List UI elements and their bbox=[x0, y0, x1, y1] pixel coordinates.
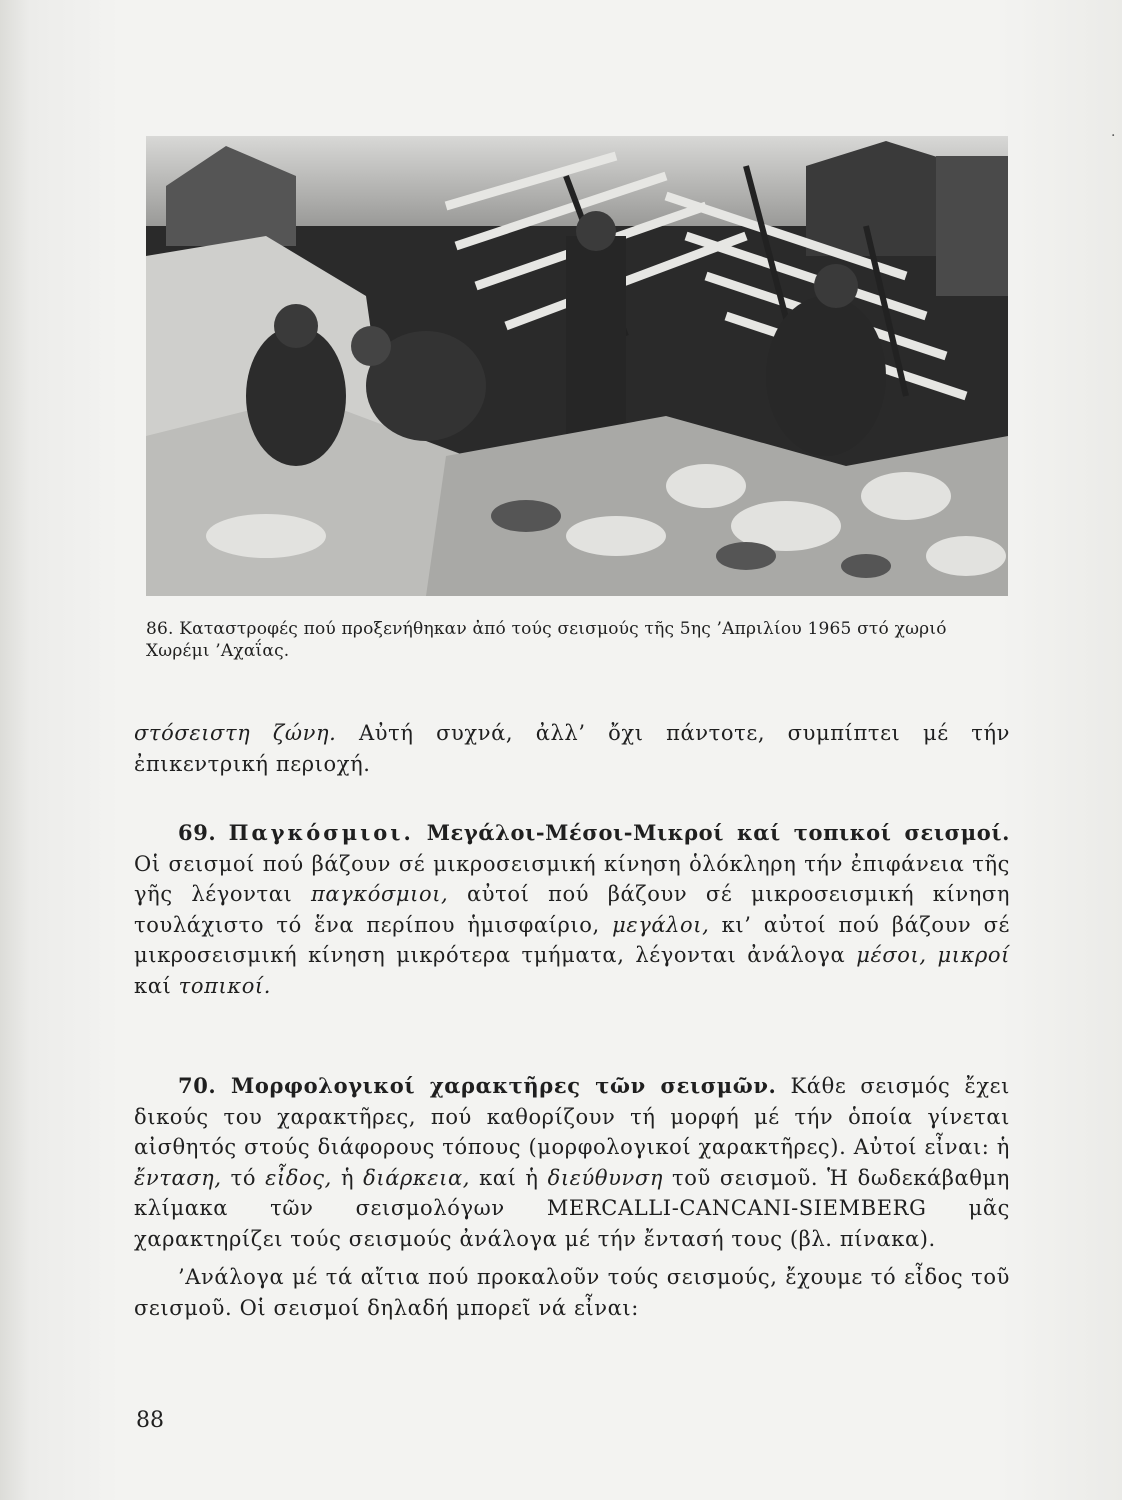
section-70-text-4: καί ἡ bbox=[470, 1165, 548, 1190]
term-eidos: εἶδος, bbox=[265, 1165, 332, 1190]
section-69-text-1: Οἱ σεισμοί πού βάζουν σέ μικροσεισμική κίνηση ὁλόκληρη τήν ἐπιφάνεια τῆς γῆς λέγονται bbox=[134, 851, 1010, 906]
term-megaloi: μεγάλοι, bbox=[612, 912, 710, 937]
section-70-text-1: Κάθε σεισμός ἔχει δικούς του χαρακτῆρες, πού καθορίζουν τή μορφή μέ τήν ὁποία γίνεται αἰσθητός στούς διάφορους τόπους (μορφολογικοί χαρακτῆρες). Αὐτοί εἶναι: ἡ bbox=[134, 1074, 1010, 1159]
section-69-number: 69. bbox=[178, 820, 217, 845]
section-70 bbox=[134, 1071, 1010, 1323]
section-70-text-3: ἡ bbox=[331, 1165, 364, 1190]
term-diarkeia: διάρκεια, bbox=[363, 1165, 471, 1190]
margin-mark: · bbox=[1111, 128, 1116, 144]
earthquake-photo bbox=[146, 136, 1008, 596]
page-number: 88 bbox=[136, 1408, 164, 1433]
section-69-text-4: καί bbox=[134, 973, 179, 998]
intro-italic: στόσειστη ζώνη. bbox=[134, 721, 337, 745]
section-70-text-2: τό bbox=[221, 1165, 266, 1190]
section-70-heading: 70. Μορφολογικοί χαρακτῆρες τῶν σεισμῶν. bbox=[178, 1073, 777, 1098]
intro-paragraph bbox=[134, 718, 1010, 779]
term-entasi: ἔνταση, bbox=[134, 1165, 222, 1190]
term-pankosmioi: παγκόσμιοι, bbox=[311, 882, 449, 906]
term-mesoi-mikroi: μέσοι, μικροί bbox=[856, 943, 1011, 967]
causes-paragraph: ’Ανάλογα μέ τά αἴτια πού προκαλοῦν τούς σεισμούς, ἔχουμε τό εἶδος τοῦ σεισμοῦ. Οἱ σεισμοί δηλαδή μπορεῖ νά εἶναι: bbox=[134, 1265, 1010, 1320]
intro-text: Αὐτή συχνά, ἀλλ’ ὄχι πάντοτε, συμπίπτει μέ τήν ἐπικεντρική περιοχή. bbox=[134, 721, 1010, 776]
term-topikoi: τοπικοί. bbox=[178, 973, 272, 998]
term-dieuthynsi: διεύθυνση bbox=[547, 1165, 663, 1190]
section-70-text-5: τοῦ σεισμοῦ. Ἡ δωδεκάβαθμη κλίμακα τῶν σεισμολόγων MERCALLI-CANCANI-SIEMBERG μᾶς χαρακτηρίζει τούς σεισμούς ἀνάλογα μέ τήν ἔντασή τους (βλ. πίνακα). bbox=[134, 1165, 1010, 1251]
section-69 bbox=[134, 818, 1010, 1001]
rubble-image bbox=[146, 136, 1008, 596]
section-69-text-2: αὐτοί πού βάζουν σέ μικροσεισμική κίνηση τουλάχιστο τό ἕνα περίπου ἡμισφαίριο, bbox=[134, 882, 1011, 937]
section-69-title-spaced: Παγκόσμιοι. bbox=[228, 820, 414, 845]
section-69-text-3: κι’ αὐτοί πού βάζουν σέ μικροσεισμική κίνηση μικρότερα τμήματα, λέγονται ἀνάλογα bbox=[134, 912, 1011, 967]
section-69-title: Μεγάλοι-Μέσοι-Μικροί καί τοπικοί σεισμοί. bbox=[413, 820, 1010, 845]
figure-caption: 86. Καταστροφές πού προξενήθηκαν ἀπό τούς σεισμούς τῆς 5ης ’Απριλίου 1965 στό χωριό Χωρέμι ’Αχαΐας. bbox=[146, 619, 947, 661]
